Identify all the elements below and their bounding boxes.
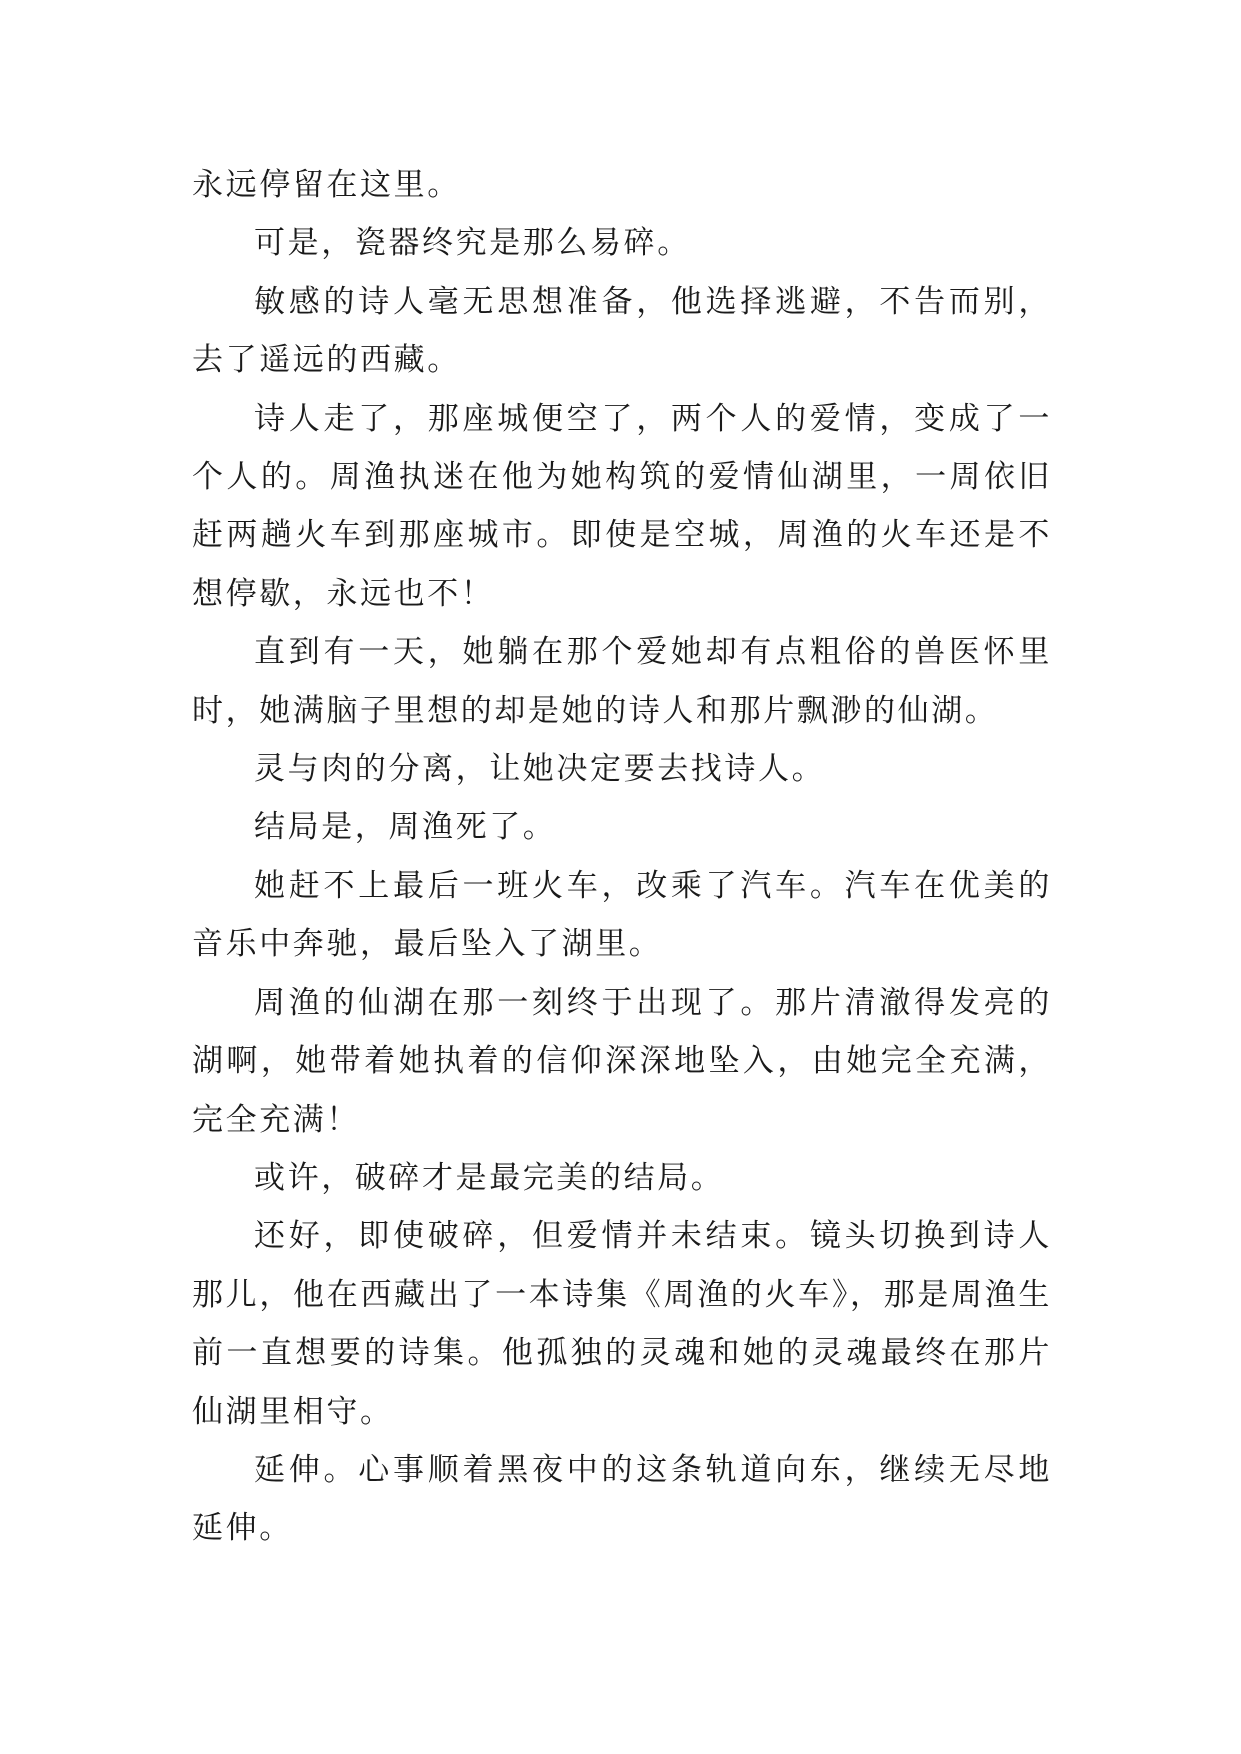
paragraph: 周渔的仙湖在那一刻终于出现了。那片清澈得发亮的湖啊，她带着她执着的信仰深深地坠入，由她完全充满，完全充满！ [192,984,1052,1138]
paragraph: 她赶不上最后一班火车，改乘了汽车。汽车在优美的音乐中奔驰，最后坠入了湖里。 [192,867,1052,963]
paragraph: 诗人走了，那座城便空了，两个人的爱情，变成了一个人的。周渔执迷在他为她构筑的爱情仙湖里，一周依旧赶两趟火车到那座城市。即使是空城，周渔的火车还是不想停歇，永远也不！ [192,400,1052,612]
paragraph: 可是，瓷器终究是那么易碎。 [254,225,691,262]
paragraph: 灵与肉的分离，让她决定要去找诗人。 [254,751,826,788]
body-text [192,156,1052,1558]
paragraph: 敏感的诗人毫无思想准备，他选择逃避，不告而别，去了遥远的西藏。 [192,283,1052,379]
paragraph: 直到有一天，她躺在那个爱她却有点粗俗的兽医怀里时，她满脑子里想的却是她的诗人和那片飘渺的仙湖。 [192,634,1052,729]
paragraph: 还好，即使破碎，但爱情并未结束。镜头切换到诗人那儿，他在西藏出了一本诗集《周渔的火车》，那是周渔生前一直想要的诗集。他孤独的灵魂和她的灵魂最终在那片仙湖里相守。 [192,1218,1052,1430]
paragraph: 结局是，周渔死了。 [254,809,557,846]
paragraph: 永远停留在这里。 [192,167,461,203]
paragraph: 延伸。心事顺着黑夜中的这条轨道向东，继续无尽地延伸。 [192,1451,1052,1547]
paragraph: 或许，破碎才是最完美的结局。 [254,1159,725,1196]
